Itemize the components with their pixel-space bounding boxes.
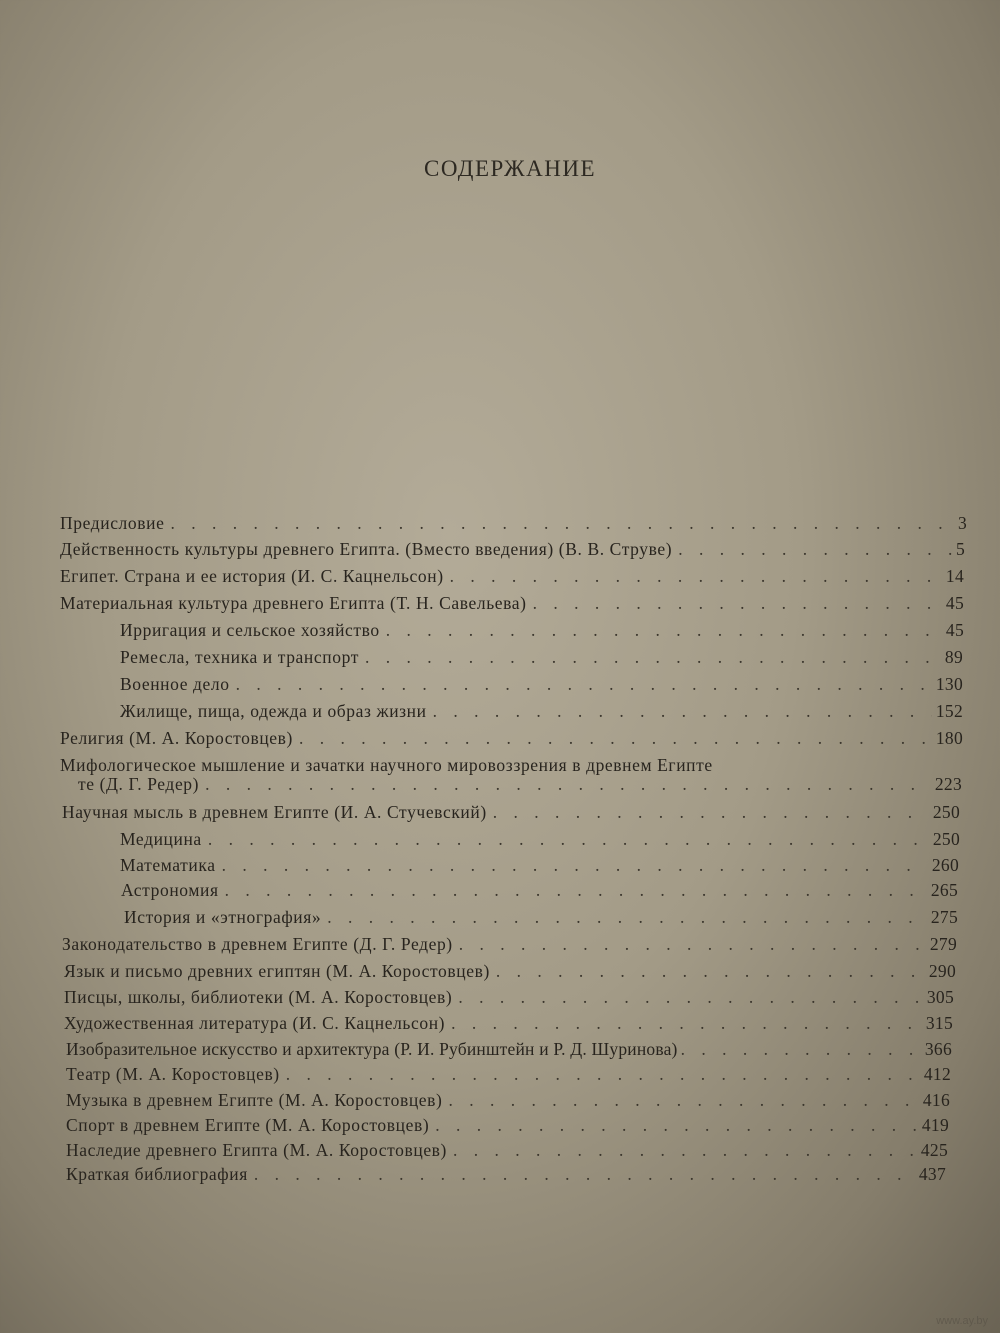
toc-entry-title: Краткая библиография: [66, 1164, 248, 1184]
toc-entry: [124, 906, 958, 928]
toc-leader-dots: [448, 1089, 918, 1111]
toc-entry-title: История и «этнография»: [124, 907, 322, 927]
toc-entry: [78, 773, 962, 795]
watermark: www.ay.by: [936, 1315, 988, 1327]
toc-entry-page: 130: [935, 674, 963, 694]
toc-entry: [60, 592, 964, 614]
toc-entry: [120, 673, 963, 695]
toc-entry-title: Египет. Страна и ее история (И. С. Кацнельсон): [60, 566, 444, 586]
toc-entry-page: 180: [935, 728, 963, 748]
toc-entry-page: 45: [945, 593, 964, 613]
toc-entry-page: 290: [928, 961, 956, 981]
toc-entry-title: Язык и письмо древних египтян (М. А. Коростовцев): [64, 961, 490, 981]
toc-entry-title: Религия (М. А. Коростовцев): [60, 728, 293, 748]
toc-leader-dots: [458, 986, 923, 1008]
toc-leader-dots: [327, 906, 927, 928]
toc-entry-page: 250: [932, 802, 960, 822]
toc-entry-title: Материальная культура древнего Египта (Т. Н. Савельева): [60, 593, 527, 613]
toc-entry-title: Медицина: [120, 829, 202, 849]
toc-entry-title: Ирригация и сельское хозяйство: [120, 620, 380, 640]
toc-entry: [66, 1139, 948, 1161]
toc-entry-title: Предисловие: [60, 513, 165, 533]
toc-entry: [64, 1012, 953, 1034]
toc-leader-dots: [493, 801, 929, 823]
toc-entry: [62, 801, 960, 823]
toc-entry-title: Математика: [120, 855, 216, 875]
toc-leader-dots: [365, 646, 941, 668]
toc-entry-title: Жилище, пища, одежда и образ жизни: [120, 701, 427, 721]
toc-entry-page: 3: [957, 513, 967, 533]
toc-entry: [66, 1114, 949, 1136]
toc-entry-page: 223: [934, 774, 962, 794]
toc-entry-title: Наследие древнего Египта (М. А. Коростовцев): [66, 1140, 447, 1160]
toc-entry-title: Действенность культуры древнего Египта. (Вместо введения) (В. В. Струве): [60, 539, 673, 559]
toc-entry-page: 437: [918, 1164, 946, 1184]
toc-leader-dots: [533, 592, 942, 614]
toc-entry-page: 152: [935, 701, 963, 721]
toc-entry-title: Мифологическое мышление и зачатки научного мировоззрения в древнем Египте: [60, 755, 713, 775]
toc-entry: [60, 512, 967, 534]
toc-entry-page: 250: [932, 829, 960, 849]
toc-entry: [64, 960, 956, 982]
toc-entry-page: 275: [930, 907, 958, 927]
toc-entry-page: 45: [945, 620, 964, 640]
toc-leader-dots: [286, 1063, 920, 1085]
toc-leader-dots: [681, 1038, 921, 1060]
toc-leader-dots: [451, 1012, 922, 1034]
toc-leader-dots: [205, 773, 931, 795]
toc-entry: [64, 986, 954, 1008]
toc-entry-title: Спорт в древнем Египте (М. А. Коростовцев): [66, 1115, 430, 1135]
toc-leader-dots: [678, 538, 952, 560]
toc-entry-title: Астрономия: [121, 880, 219, 900]
toc-leader-dots: [435, 1114, 918, 1136]
toc-entry-page: 366: [924, 1039, 952, 1059]
toc-entry: [120, 646, 963, 668]
toc-entry-title: Ремесла, техника и транспорт: [120, 647, 359, 667]
toc-entry: [66, 1063, 951, 1085]
toc-entry: [66, 1038, 952, 1060]
toc-entry-page: 425: [920, 1140, 948, 1160]
toc-leader-dots: [450, 565, 942, 587]
toc-leader-dots: [433, 700, 932, 722]
toc-entry: [120, 619, 964, 641]
toc-entry-page: 412: [923, 1064, 951, 1084]
toc-entry-page: 14: [945, 566, 964, 586]
toc-entry-title: Военное дело: [120, 674, 230, 694]
toc-entry-page: 419: [921, 1115, 949, 1135]
toc-entry: [62, 933, 957, 955]
toc-entry: [121, 879, 958, 901]
toc-entry-title-continued: те (Д. Г. Редер): [78, 774, 200, 794]
toc-entry-page: 305: [926, 987, 954, 1007]
toc-entry-title: Музыка в древнем Египте (М. А. Коростовцев): [66, 1090, 443, 1110]
toc-entry-title: Законодательство в древнем Египте (Д. Г. Редер): [62, 934, 453, 954]
toc-leader-dots: [453, 1139, 917, 1161]
toc-leader-dots: [236, 673, 932, 695]
toc-entry: [60, 538, 965, 560]
toc-leader-dots: [459, 933, 926, 955]
toc-entry-page: 416: [922, 1090, 950, 1110]
toc-entry: [66, 1163, 946, 1185]
toc-entry: [120, 854, 959, 876]
page-title: СОДЕРЖАНИЕ: [423, 156, 596, 181]
toc-entry-page: 89: [944, 647, 963, 667]
toc-entry-title: Научная мысль в древнем Египте (И. А. Стучевский): [62, 802, 487, 822]
toc-entry-title: Писцы, школы, библиотеки (М. А. Коростовцев): [64, 987, 453, 1007]
toc-leader-dots: [222, 854, 928, 876]
toc-leader-dots: [208, 828, 929, 850]
toc-entry-title: Изобразительное искусство и архитектура (Р. И. Рубинштейн и Р. Д. Шуринова): [66, 1039, 678, 1059]
toc-leader-dots: [254, 1163, 915, 1185]
toc-entry-page: 265: [930, 880, 958, 900]
toc-leader-dots: [225, 879, 927, 901]
toc-leader-dots: [386, 619, 942, 641]
toc-entry-page: 315: [925, 1013, 953, 1033]
toc-leader-dots: [299, 727, 932, 749]
toc-entry-page: 279: [929, 934, 957, 954]
toc-entry: [120, 828, 960, 850]
toc-entry: [66, 1089, 950, 1111]
toc-leader-dots: [496, 960, 925, 982]
toc-entry: [120, 700, 963, 722]
toc-entry-title: Художественная литература (И. С. Кацнельсон): [64, 1013, 446, 1033]
toc-leader-dots: [170, 512, 953, 534]
toc-entry: [60, 727, 963, 749]
toc-entry-page: 260: [931, 855, 959, 875]
toc-entry-title: Театр (М. А. Коростовцев): [66, 1064, 280, 1084]
toc-entry: [60, 565, 964, 587]
toc-entry-page: 5: [955, 539, 965, 559]
